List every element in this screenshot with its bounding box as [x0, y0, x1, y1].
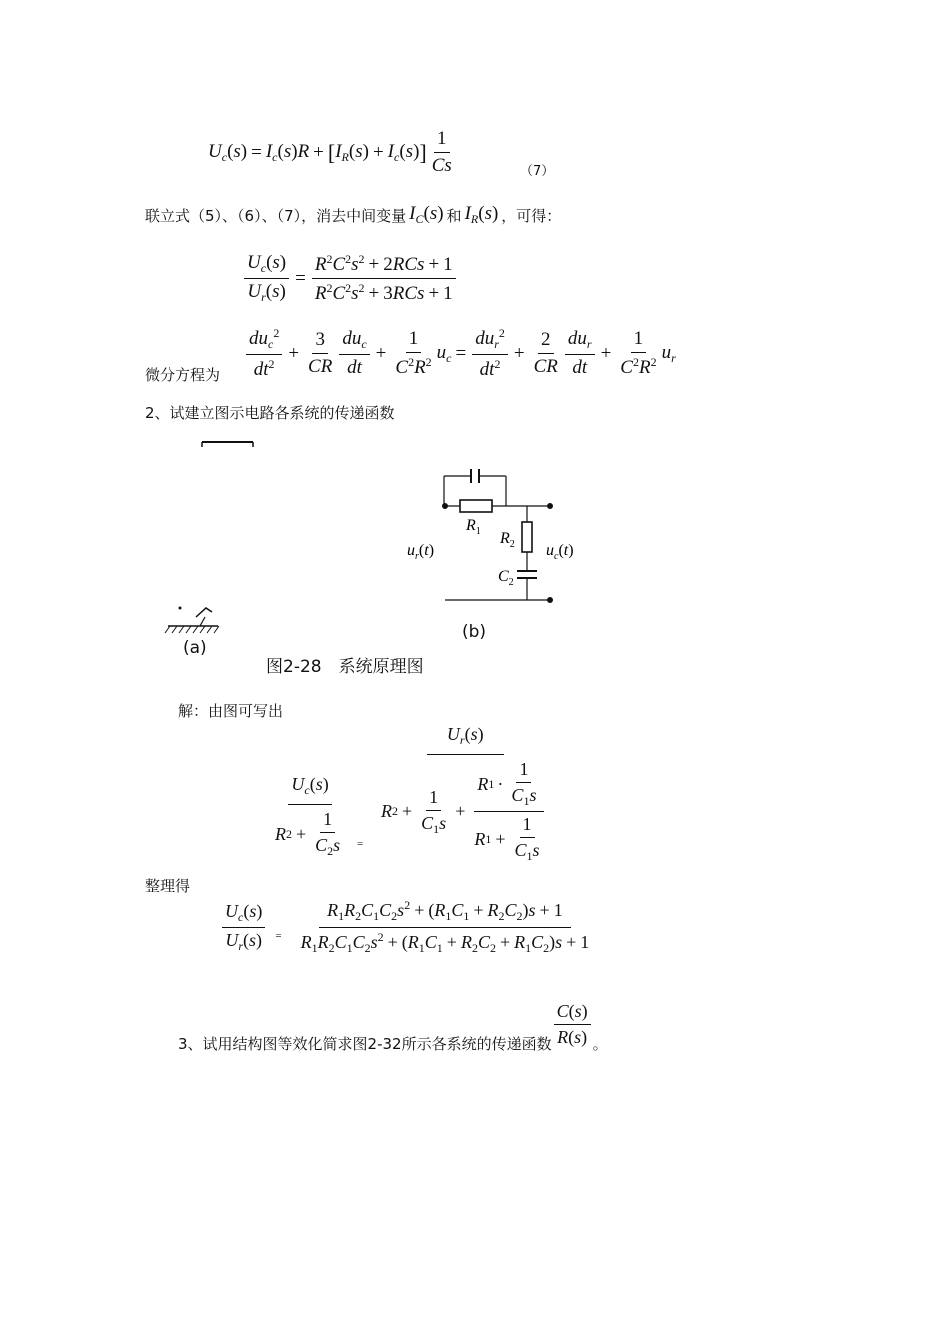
figure-caption: 图2-28 系统原理图 [266, 657, 424, 677]
complex-fraction-right: $U_r(s)$ R 2 + $\frac{1}{C_1s}$ + R 1 · $\frac{1}{C_1s}$ R 1 + $\frac{1}{C_1s}$ [376, 722, 555, 864]
combine-text-a: 联立式（5）、（6）、（7），消去中间变量 [145, 206, 407, 225]
figure-a-label: (a) [183, 638, 207, 658]
ic-symbol: $I_C(s)$ [409, 203, 444, 226]
equation-number: （7） [520, 164, 555, 179]
circuit-b [396, 462, 596, 622]
figure-a [160, 436, 270, 666]
problem-3-end: 。 [592, 1035, 608, 1053]
label-ur: $u_r(t)$ [407, 542, 435, 562]
label-r1: $R_1$ [466, 517, 481, 537]
resistor-r2 [522, 522, 532, 552]
ir-symbol: $I_R(s)$ [464, 203, 499, 226]
equation-7: $U_c(s)$ = $I_c(s)R$ + [ $I_R(s)$ + $I_c(s)$ ] $\frac{1}{Cs}$ [208, 128, 452, 176]
problem-3 [178, 995, 608, 1054]
label-r2: $R_2$ [500, 530, 515, 550]
equals-small-2: = [275, 930, 282, 942]
label-c2: $C_2$ [498, 568, 514, 588]
figure-b-label: (b) [462, 622, 487, 642]
complex-fraction-left: $U_c(s)$ R 2 + $\frac{1}{C_2s}$ [275, 774, 341, 858]
differential-equation: $\frac{du_c^2}{dt^2}$ + $\frac{3}{CR}$ $\frac{du_c}{dt}$ + $\frac{1}{C^2R^2}$ $u_c$ = $\frac{du_r^2}{dt^2}$ + $\frac{2}{CR}$ $\frac{du_r}{dt}$ + $\frac{1}{C^2R^2}$ $u_r$ [244, 326, 676, 381]
combine-line [145, 203, 561, 227]
problem-2-title: 2、试建立图示电路各系统的传递函数 [145, 404, 395, 422]
transfer-function-1: $\frac{U_c(s)}{U_r(s)}$ = $\frac{R^2C^2s^2 + 2RCs + 1}{R^2C^2s^2 + 3RCs + 1}$ [242, 252, 458, 305]
resistor-r1 [460, 500, 492, 512]
equals-small: = [357, 838, 364, 850]
simplified-transfer-function: $\frac{U_c(s)}{U_r(s)}$ = $\frac{R_1R_2C_1C_2s^2 + (R_1C_1 + R_2C_2)s + 1}{R_1R_2C_1C_2s^2 + (R_1C_1 + R_2C_2 + R_1C_2)s + 1}$ [220, 898, 594, 956]
problem-3-text: 3、试用结构图等效化简求图2-32所示各系统的传递函数 [178, 1035, 552, 1053]
combine-text-and: 和 [446, 206, 462, 225]
diff-eq-label: 微分方程为 [145, 366, 221, 384]
combine-text-b: ，可得： [501, 206, 562, 225]
solution-label: 解：由图可写出 [178, 702, 284, 720]
simplify-label: 整理得 [145, 877, 191, 895]
label-uc: $u_c(t)$ [546, 542, 574, 562]
cs-over-rs: $\frac{C(s)}{R(s)}$ [554, 1001, 591, 1048]
